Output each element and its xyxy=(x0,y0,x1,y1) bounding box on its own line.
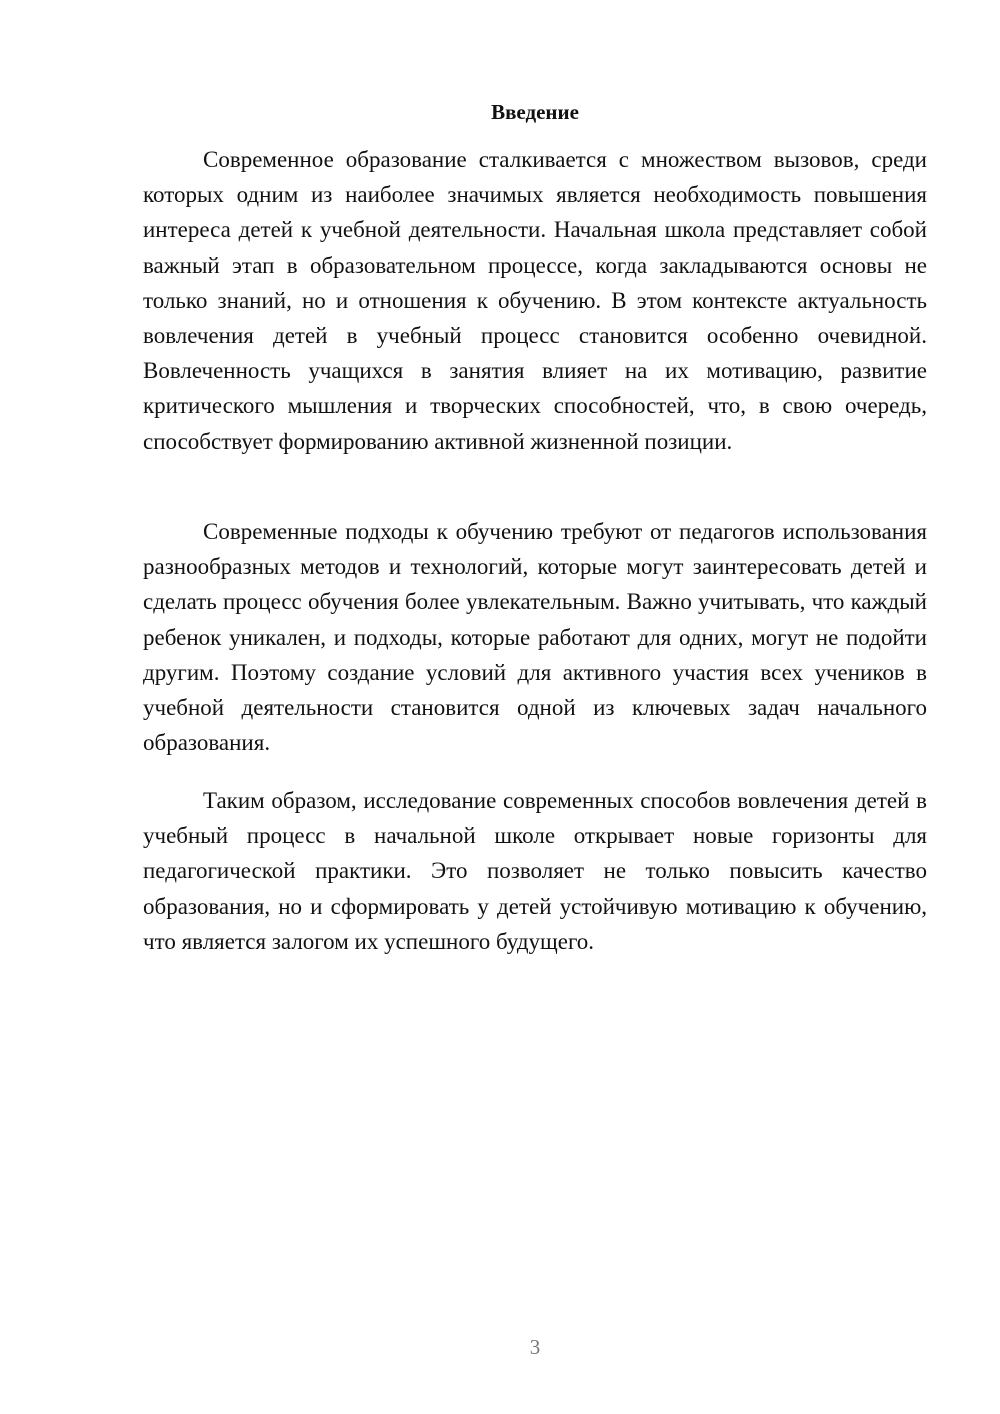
paragraph-2: Современные подходы к обучению требуют от педагогов использования разнообразных методов и технологий, которые могут заинтересовать детей и сделать процесс обучения более увлекательным. Важно учитывать, что каждый ребенок уникален, и подходы, которые работают для одних, могут не подойти другим. Поэтому создание условий для активного участия всех учеников в учебной деятельности становится одной из ключевых задач начального образования. xyxy=(143,519,927,756)
paragraph-1: Современное образование сталкивается с множеством вызовов, среди которых одним из наиболее значимых является необходимость повышения интереса детей к учебной деятельности. Начальная школа представляет собой важный этап в образовательном процессе, когда закладываются основы не только знаний, но и отношения к обучению. В этом контексте актуальность вовлечения детей в учебный процесс становится особенно очевидной. Вовлеченность учащихся в занятия влияет на их мотивацию, развитие критического мышления и творческих способностей, что, в свою очередь, способствует формированию активной жизненной позиции. xyxy=(143,147,927,454)
paragraph-3: Таким образом, исследование современных способов вовлечения детей в учебный процесс в начальной школе открывает новые горизонты для педагогической практики. Это позволяет не только повысить качество образования, но и сформировать у детей устойчивую мотивацию к обучению, что является залогом их успешного будущего. xyxy=(143,788,927,954)
section-title: Введение xyxy=(491,100,579,124)
page-number: 3 xyxy=(529,1335,541,1359)
